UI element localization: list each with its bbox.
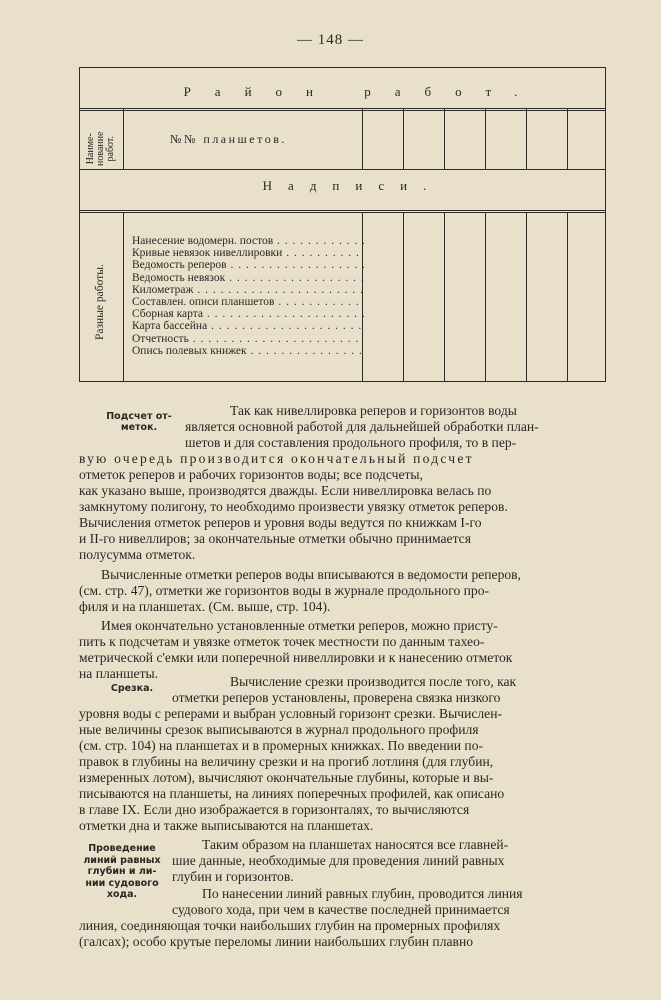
inscriptions-title: Надписи. <box>262 178 443 193</box>
list-item: Ведомость невязок . . . <box>132 272 364 284</box>
text-line: полусумма отметок. <box>79 547 196 562</box>
margin-note-lines: Проведение линий равных глубин и ли- нии судового хода. <box>83 843 161 900</box>
text-line: линия, соединяющая точки наибольших глубин на промерных профилях <box>79 918 501 933</box>
list-item: Сборная карта . . . <box>132 308 364 320</box>
table-rule <box>403 213 404 381</box>
text-line: глубин и горизонтов. <box>172 869 294 884</box>
text-line: судового хода, при чем в качестве последней принимается <box>172 902 510 917</box>
table-rule <box>485 109 486 169</box>
table-rule <box>444 109 445 169</box>
text-line: филя и на планшетах. (См. выше, стр. 104). <box>79 599 331 614</box>
list-item: Отчетность . . . <box>132 333 364 345</box>
list-item: Опись полевых книжек . . . <box>132 345 364 357</box>
list-item: Километраж . . . <box>132 284 364 296</box>
text-line: Вычисленные отметки реперов воды вписываются в ведомости реперов, <box>101 567 521 582</box>
sheets-label: №№ планшетов. <box>170 132 287 146</box>
text-line: как указано выше, производятся дважды. Если нивеллировка велась по <box>79 483 492 498</box>
text-line: отметки реперов установлены, проверена связка низкого <box>172 690 501 705</box>
list-item: Составлен. описи планшетов . . . <box>132 296 364 308</box>
text-line: и II-го нивеллиров; за окончательные отметки обычно принимается <box>79 531 471 546</box>
name-of-work-label: Наиме- нование работ. <box>85 131 116 166</box>
text-line: правок в глубины на величину срезки и на прогиб лотлиня (для глубин, <box>79 754 494 769</box>
list-item: Нанесение водомерн. постов . . . <box>132 235 364 247</box>
text-line: отметок реперов и рабочих горизонтов воды; все подсчеты, <box>79 467 423 482</box>
text-line: шетов и для составления продольного профиля, то в пер- <box>185 435 517 450</box>
text-line: на планшеты. <box>79 666 159 681</box>
text-line: пить к подсчетам и увязке отметок точек местности по данным тахео- <box>79 634 485 649</box>
various-works-label: Разные работы. <box>94 264 106 340</box>
margin-note-counting: Подсчет от- меток. <box>106 411 172 433</box>
text-line: вую очередь производится окончательный подсчет <box>79 451 474 466</box>
text-line: шие данные, необходимые для проведения линий равных <box>172 853 505 868</box>
text-line: в главе IX. Если дно изображается в горизонталях, то вычисляются <box>79 802 470 817</box>
text-line: писываются на планшеты, на линиях поперечных профилей, как описано <box>79 786 505 801</box>
margin-note-cut: Срезка. <box>110 683 154 694</box>
text-line: Вычисления отметок реперов и уровня воды ведутся по книжкам I-го <box>79 515 482 530</box>
text-line: измеренных лотом), вычисляют окончательные глубины, которые и вы- <box>79 770 494 785</box>
text-line: (см. стр. 104) на планшетах и в промерных книжках. По введении по- <box>79 738 484 753</box>
text-line: замкнутому полигону, то необходимо произвести увязку отметок реперов. <box>79 499 508 514</box>
text-line: ные величины срезок выписываются в журнал продольного профиля <box>79 722 479 737</box>
table-rule <box>444 213 445 381</box>
table-rule <box>526 109 527 169</box>
table-rule <box>567 213 568 381</box>
text-line: По нанесении линий равных глубин, проводится линия <box>202 886 523 901</box>
text-line: отметки дна и также выписываются на планшетах. <box>79 818 374 833</box>
table-rule <box>362 109 363 169</box>
works-list <box>132 235 364 357</box>
text-line: Имея окончательно установленные отметки реперов, можно присту- <box>101 618 498 633</box>
text-line: Так как нивеллировка реперов и горизонтов воды <box>230 403 517 418</box>
table-rule <box>403 109 404 169</box>
list-item: Кривые невязок нивеллировки . . . <box>132 247 364 259</box>
list-item: Карта бассейна . . . <box>132 320 364 332</box>
table-rule <box>123 109 124 169</box>
text-line: метрической с'емки или поперечной нивеллировки и к нанесению отметок <box>79 650 513 665</box>
district-title: Район работ. <box>183 84 542 99</box>
works-table <box>79 67 606 382</box>
text-line: (см. стр. 47), отметки же горизонтов воды в журнале продольного про- <box>79 583 490 598</box>
text-line: Вычисление срезки производится после того, как <box>230 674 517 689</box>
text-line: является основной работой для дальнейшей обработки план- <box>185 419 539 434</box>
text-line: Таким образом на планшетах наносятся все главней- <box>202 837 509 852</box>
table-rule <box>567 109 568 169</box>
table-rule <box>80 169 605 170</box>
table-rule <box>123 213 124 381</box>
text-line: (галсах); особо крутые переломы линии наибольших глубин плавно <box>79 934 474 949</box>
list-item: Ведомость реперов . . . <box>132 259 364 271</box>
text-line: уровня воды с реперами и выбран условный горизонт срезки. Вычислен- <box>79 706 502 721</box>
table-rule <box>485 213 486 381</box>
page-number: — 148 — <box>297 32 364 48</box>
table-rule <box>526 213 527 381</box>
